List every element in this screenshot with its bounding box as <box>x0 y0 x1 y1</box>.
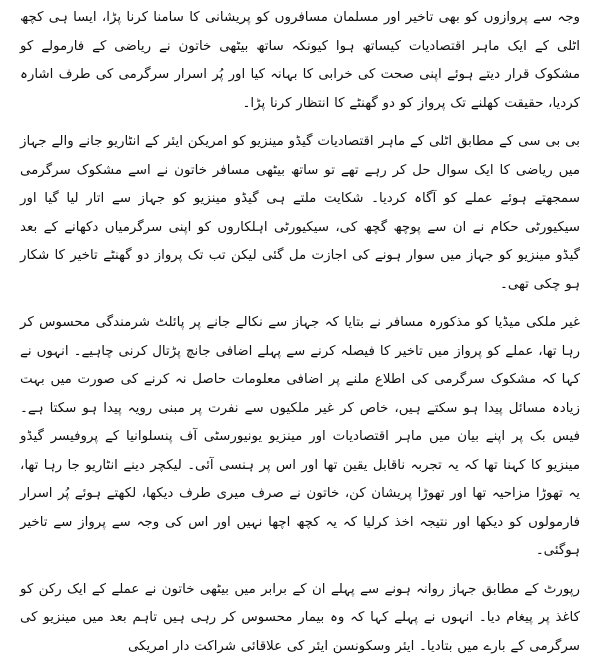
paragraph-report-details: رپورٹ کے مطابق جہاز روانہ ہونے سے پہلے ان کے برابر میں بیٹھی خاتون نے عملے کے ایک رکن کو کاغذ پر پیغام دیا۔ انہوں نے پہلے کہا کہ وہ بیمار محسوس کر رہی ہیں تاہم بعد میں مینزیو کی سرگرمی کے بارے میں بتادیا۔ ایئر وسکونسن ایئر کی علاقائی شراکت دار امریکی <box>20 576 580 661</box>
paragraph-passenger-statement: غیر ملکی میڈیا کو مذکورہ مسافر نے بتایا کہ جہاز سے نکالے جانے پر پائلٹ شرمندگی محسوس کر رہا تھا، عملے کو پرواز میں تاخیر کا فیصلہ کرنے سے پہلے اضافی جانچ پڑتال کرنی چاہیے۔ انہوں نے کہا کہ مشکوک سرگرمی کی اطلاع ملنے پر اضافی معلومات حاصل نہ کرنے کی صورت میں بہت زیادہ مسائل پیدا ہو سکتے ہیں، خاص کر غیر ملکیوں سے نفرت پر مبنی رویہ پیدا ہو سکتا ہے۔ فیس بک پر اپنے بیان میں ماہر اقتصادیات اور مینزیو یونیورسٹی آف پنسلوانیا کے پروفیسر گیڈو مینزیو کا کہنا تھا کہ یہ تجربہ ناقابل یقین تھا اور اس پر ہنسی آئی۔ لیکچر دینے انٹاریو جا رہا تھا، یہ تھوڑا مزاحیہ تھا اور تھوڑا پریشان کن، خاتون نے صرف میری طرف دیکھا، لکھتے ہوئے پُر اسرار فارمولوں کو دیکھا اور نتیجہ اخذ کرلیا کہ یہ کچھ اچھا نہیں اور اس کی وجہ سے پرواز سے تاخیر ہوگئی۔ <box>20 309 580 566</box>
paragraph-intro: وجہ سے پروازوں کو بھی تاخیر اور مسلمان مسافروں کو پریشانی کا سامنا کرنا پڑا، ایسا ہی کچھ اٹلی کے ایک ماہر اقتصادیات کیساتھ ہوا کیونکہ ساتھ بیٹھی خاتون نے ریاضی کے فارمولے کو مشکوک قرار دیتے ہوئے اپنی صحت کی خرابی کا بہانہ کیا اور پُر اسرار سرگرمی کی طرف اشارہ کردیا، حقیقت کھلنے تک پرواز کو دو گھنٹے کا انتظار کرنا پڑا۔ <box>20 4 580 118</box>
paragraph-bbc-report: بی بی سی کے مطابق اٹلی کے ماہر اقتصادیات گیڈو مینزیو کو امریکن ایئر کے انٹاریو جانے والے جہاز میں ریاضی کا ایک سوال حل کر رہے تھے تو ساتھ بیٹھی مسافر خاتون نے اسے مشکوک سرگرمی سمجھتے ہوئے عملے کو آگاہ کردیا۔ شکایت ملتے ہی گیڈو مینزیو کو جہاز سے اتار لیا گیا اور سیکیورٹی حکام نے ان سے پوچھ گچھ کی، سیکیورٹی اہلکاروں کو اپنی سرگرمیاں دکھانے کے بعد گیڈو مینزیو کو جہاز میں سوار ہونے کی اجازت مل گئی لیکن تب تک پرواز دو گھنٹے تاخیر کا شکار ہو چکی تھی۔ <box>20 128 580 299</box>
